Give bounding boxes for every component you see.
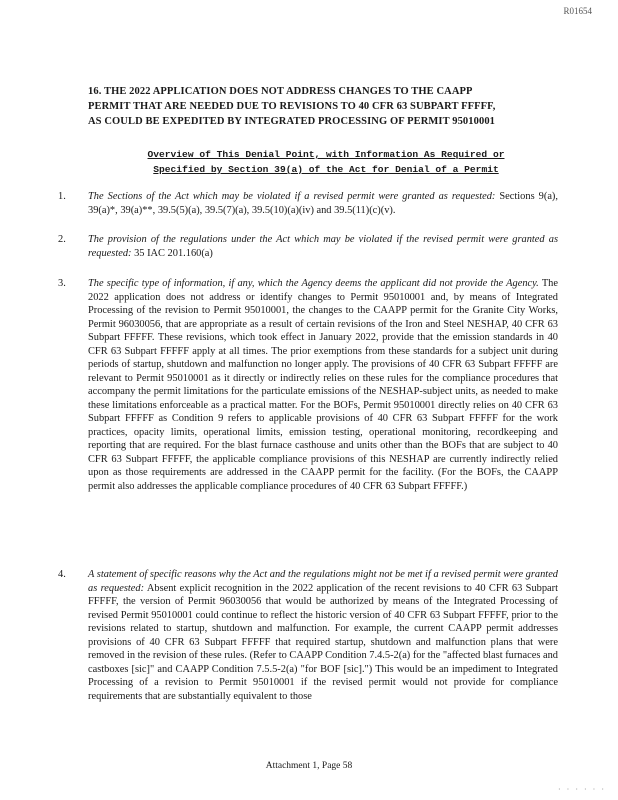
item-text: 35 IAC 201.160(a)	[131, 247, 213, 259]
list-item	[58, 277, 558, 493]
list-item	[58, 568, 558, 703]
item-body	[88, 233, 558, 260]
item-number: 2.	[58, 234, 66, 245]
list-item	[58, 233, 558, 260]
item-text: Sections 9(a), 39(a)*, 39(a)**, 39.5(5)(a), 39.5(7)(a), 39.5(10)(a)(iv) and 39.5(11)(c)(v).	[88, 191, 558, 216]
list-item	[58, 190, 558, 217]
item-number: 4.	[58, 569, 66, 580]
item-lead: The specific type of information, if any, which the Agency deems the applicant did not provide the Agency.	[88, 278, 539, 289]
document-id: R01654	[563, 6, 592, 16]
heading-line: 16. THE 2022 APPLICATION DOES NOT ADDRESS CHANGES TO THE CAAPP	[88, 86, 473, 97]
item-text: The 2022 application does not address or identify changes to Permit 95010001 and, by means of Integrated Processing of the revision to Permit 95010001, the changes to the CAAPP permit for the Granite City Works, Permit 96030056, that are appropriate as a result of certain revisions of the Iron and Steel NESHAP, 40 CFR 63 Subpart FFFFF. These revisions, which took effect in January 2022, provide that the emission standards in 40 CFR 63 Subpart FFFFF apply at all times. The prior exemptions from these standards for a subject unit during periods of startup, shutdown and malfunction no longer apply. The provisions of 40 CFR 63 Subpart FFFFF are relevant to Permit 95010001 as it directly or indirectly relies on these rules for the compliance procedures that accompany the permit limitations for the particulate emissions of the NESHAP-subject units, as needed to make these limitations enforceable as a practical matter. For the BOFs, Permit 95010001 directly relies on 40 CFR 63 Subpart FFFFF as Condition 9 refers to applicable provisions of 40 CFR 63 Subpart FFFFF for the work practices, opacity limits, operational limits, emission testing, operational monitoring, recordkeeping and reporting that are required. For the blast furnace casthouse and units other than the BOFs that are subject to 40 CFR 63 Subpart FFFFF, the applicable compliance provisions of this NESHAP are currently indirectly relied upon as those requirements are addressed in the CAAPP permit for the facility. (For the BOFs, the CAAPP permit also addresses the applicable compliance procedures of 40 CFR 63 Subpart FFFFF.)	[88, 278, 558, 492]
heading-line: PERMIT THAT ARE NEEDED DUE TO REVISIONS TO 40 CFR 63 SUBPART FFFFF,	[88, 101, 496, 112]
item-body	[88, 277, 558, 493]
overview-line: Specified by Section 39(a) of the Act for Denial of a Permit	[153, 164, 499, 175]
overview-line: Overview of This Denial Point, with Information As Required or	[147, 149, 505, 160]
item-number: 3.	[58, 278, 66, 289]
item-lead: The Sections of the Act which may be violated if a revised permit were granted as requested:	[88, 191, 496, 202]
overview-subheading	[86, 147, 566, 177]
item-body	[88, 568, 558, 703]
item-number: 1.	[58, 191, 66, 202]
scan-artifact: · · · · · ·	[558, 785, 606, 794]
heading-line: AS COULD BE EXPEDITED BY INTEGRATED PROCESSING OF PERMIT 95010001	[88, 116, 496, 127]
denial-point-heading	[88, 84, 556, 129]
item-text: Absent explicit recognition in the 2022 application of the recent revisions to 40 CFR 63 Subpart FFFFF, the version of Permit 96030056 that would be authorized by means of the Integrated Processing of revised Permit 95010001 could continue to reflect the historic version of 40 CFR 63 Subpart FFFFF, prior to the revisions related to startup, shutdown and malfunction. For example, the current CAAPP permit addresses provisions of 40 CFR 63 Subpart FFFFF that required startup, shutdown and malfunction plans that were removed in the revision of these rules. (Refer to CAAPP Condition 7.4.5-2(a) for the "affected blast furnaces and castboxes [sic]" and CAAPP Condition 7.5.5-2(a) "for BOF [sic].") This would be an impediment to Integrated Processing of a revision to Permit 95010001 if the revised permit would not provide for compliance requirements that are substantially equivalent to those	[88, 582, 559, 702]
page-footer: Attachment 1, Page 58	[265, 761, 353, 771]
item-body	[88, 190, 558, 217]
item-lead: A statement of specific reasons why the Act and the regulations might not be met if a revised permit were granted as requested:	[88, 569, 558, 594]
item-lead: The provision of the regulations under the Act which may be violated if the revised permit were granted as requested:	[88, 234, 558, 259]
